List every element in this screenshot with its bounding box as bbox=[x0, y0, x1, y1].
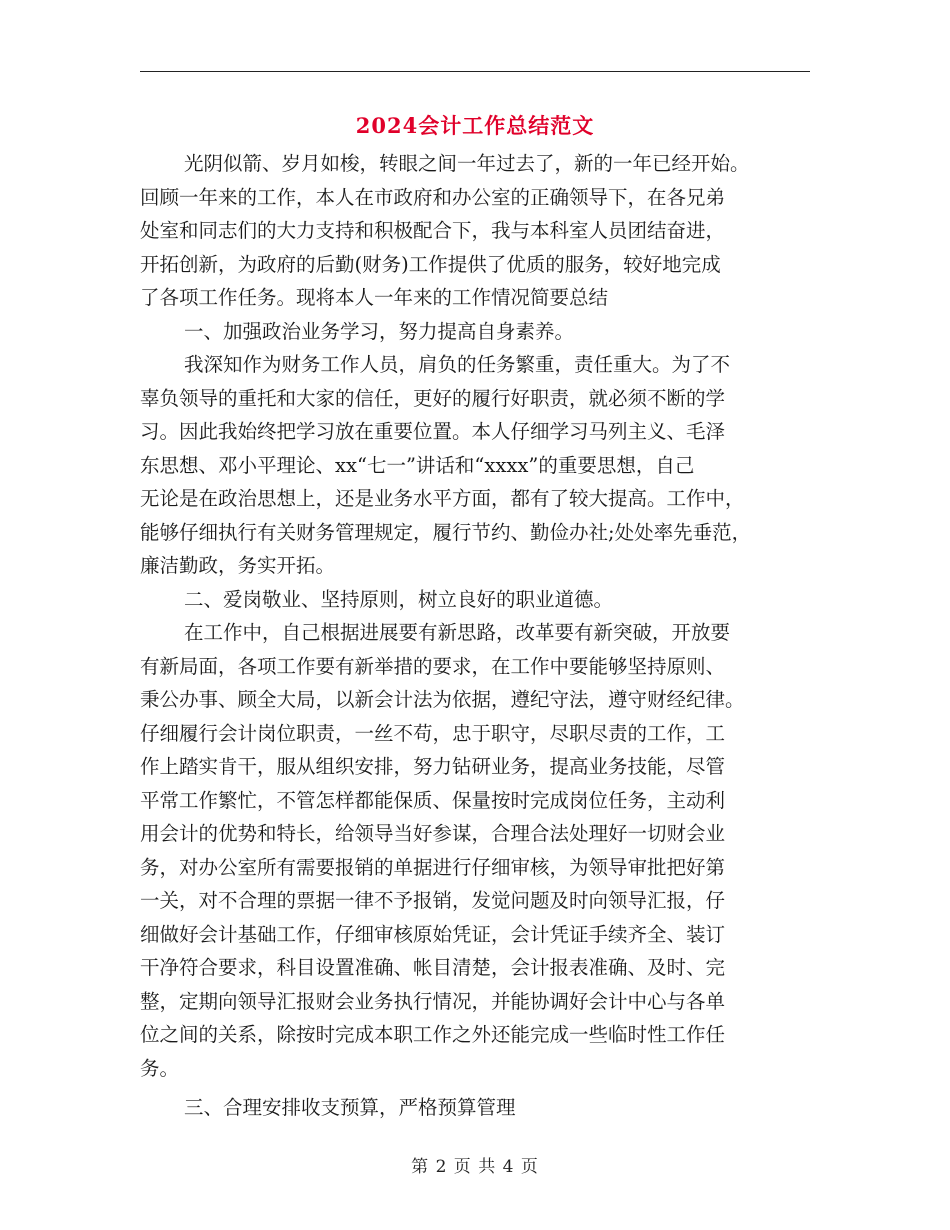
text-line: 平常工作繁忙，不管怎样都能保质、保量按时完成岗位任务，主动利 bbox=[140, 788, 726, 812]
text-line: 秉公办事、顾全大局，以新会计法为依据，遵纪守法，遵守财经纪律。 bbox=[140, 688, 745, 711]
text-line: 一关，对不合理的票据一律不予报销，发觉问题及时向领导汇报，仔 bbox=[140, 889, 726, 912]
document-title: 2024会计工作总结范文 bbox=[355, 113, 595, 138]
text-line: 习。因此我始终把学习放在重要位置。本人仔细学习马列主义、毛泽 bbox=[140, 420, 726, 443]
header-rule bbox=[140, 71, 810, 72]
text-line: 一、加强政治业务学习，努力提高自身素养。 bbox=[184, 319, 575, 343]
text-line: 廉洁勤政，务实开拓。 bbox=[140, 554, 336, 577]
text-line: 开拓创新，为政府的后勤(财务)工作提供了优质的服务，较好地完成 bbox=[140, 252, 721, 276]
text-line: 辜负领导的重托和大家的信任，更好的履行好职责，就必须不断的学 bbox=[140, 386, 726, 410]
text-line: 务。 bbox=[140, 1056, 180, 1080]
text-line: 三、合理安排收支预算，严格预算管理 bbox=[184, 1096, 516, 1119]
text-line: 在工作中，自己根据进展要有新思路，改革要有新突破，开放要 bbox=[184, 621, 731, 644]
text-line: 东思想、邓小平理论、xx“七一”讲话和“xxxx”的重要思想，自己 bbox=[140, 453, 695, 477]
text-line: 细做好会计基础工作，仔细审核原始凭证，会计凭证手续齐全、装订 bbox=[140, 922, 726, 946]
text-line: 回顾一年来的工作，本人在市政府和办公室的正确领导下，在各兄弟 bbox=[140, 185, 726, 209]
text-line: 处室和同志们的大力支持和积极配合下，我与本科室人员团结奋进， bbox=[140, 219, 726, 242]
text-line: 了各项工作任务。现将本人一年来的工作情况简要总结 bbox=[140, 286, 609, 309]
text-line: 整，定期向领导汇报财会业务执行情况，并能协调好会计中心与各单 bbox=[140, 989, 726, 1013]
text-line: 仔细履行会计岗位职责，一丝不苟，忠于职守，尽职尽责的工作，工 bbox=[140, 721, 726, 745]
text-line: 有新局面，各项工作要有新举措的要求，在工作中要能够坚持原则、 bbox=[140, 654, 726, 678]
text-line: 光阴似箭、岁月如梭，转眼之间一年过去了，新的一年已经开始。 bbox=[184, 152, 750, 175]
text-line: 我深知作为财务工作人员，肩负的任务繁重，责任重大。为了不 bbox=[184, 353, 731, 376]
text-line: 作上踏实肯干，服从组织安排，努力钻研业务，提高业务技能，尽管 bbox=[140, 755, 726, 778]
text-line: 用会计的优势和特长，给领导当好参谋，合理合法处理好一切财会业 bbox=[140, 822, 726, 845]
document-body bbox=[140, 147, 820, 1125]
text-line: 干净符合要求，科目设置准确、帐目清楚，会计报表准确、及时、完 bbox=[140, 956, 726, 979]
text-line: 无论是在政治思想上，还是业务水平方面，都有了较大提高。工作中， bbox=[140, 487, 745, 510]
text-line: 务，对办公室所有需要报销的单据进行仔细审核，为领导审批把好第 bbox=[140, 855, 726, 879]
page-number: 第 2 页 共 4 页 bbox=[411, 1157, 539, 1177]
text-line: 位之间的关系，除按时完成本职工作之外还能完成一些临时性工作任 bbox=[140, 1023, 726, 1046]
text-line: 二、爱岗敬业、坚持原则，树立良好的职业道德。 bbox=[184, 587, 614, 611]
text-line: 能够仔细执行有关财务管理规定，履行节约、勤俭办社;处处率先垂范， bbox=[140, 520, 752, 544]
